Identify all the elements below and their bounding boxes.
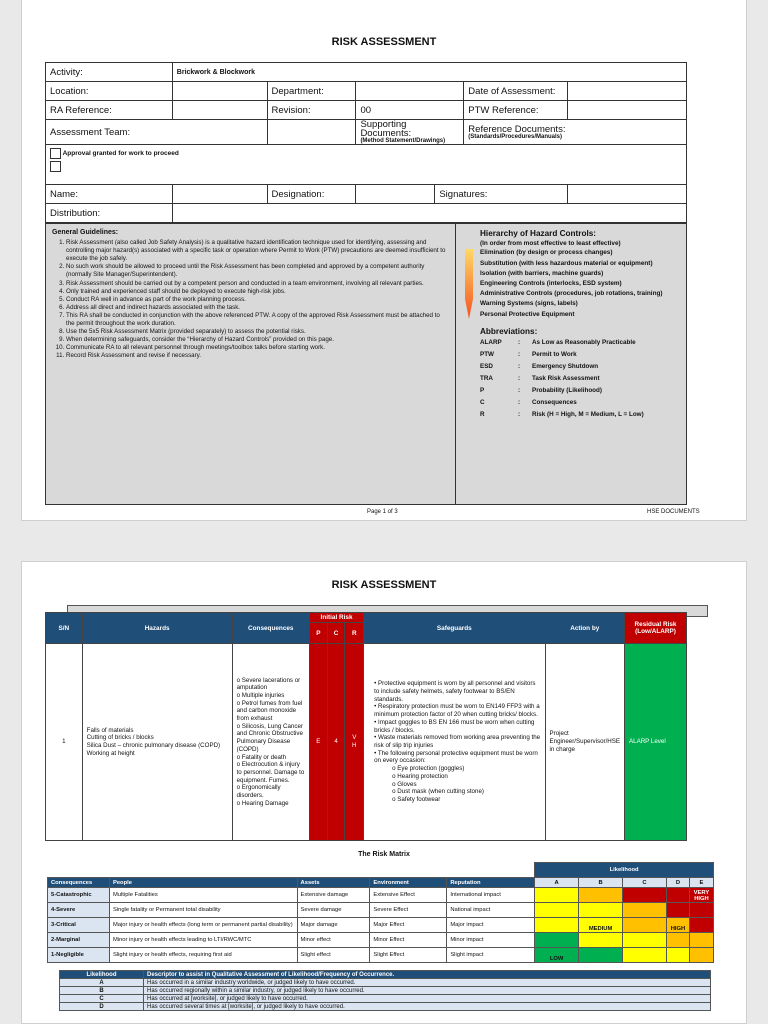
consequence-level: 4-Severe xyxy=(48,903,110,918)
risk-table xyxy=(45,612,687,841)
down-arrow-icon xyxy=(464,249,474,319)
consequence-item: o Severe lacerations or amputation xyxy=(237,677,305,692)
risk-cell xyxy=(666,948,689,963)
likelihood-col: E xyxy=(689,878,713,888)
matrix-cell: Extensive Effect xyxy=(370,888,447,903)
matrix-header-cell: Reputation xyxy=(447,878,535,888)
department-label: Department: xyxy=(267,82,356,101)
signatures-field[interactable] xyxy=(568,185,687,204)
hierarchy-item: Warning Systems (signs, labels) xyxy=(480,300,578,308)
col-c: C xyxy=(327,623,345,644)
risk-cell xyxy=(689,933,713,948)
matrix-cell: Major injury or health effects (long term or permanent partial disability) xyxy=(109,918,297,933)
approval-label: Approval granted for work to proceed xyxy=(62,150,179,158)
consequence-level: 2-Marginal xyxy=(48,933,110,948)
risk-r: V H xyxy=(345,644,364,841)
col-consequences: Consequences xyxy=(232,613,309,644)
guideline-item: 3. Risk Assessment should be carried out by a competent person and conducted in a team environment, involving all relevant parties. xyxy=(66,280,449,288)
risk-cell xyxy=(623,948,667,963)
ra-ref-field[interactable] xyxy=(172,101,267,120)
page-title: RISK ASSESSMENT xyxy=(331,36,437,48)
hazard-item: Cutting of bricks / blocks xyxy=(86,734,154,742)
abbreviation-row xyxy=(480,385,680,397)
descriptor-likelihood: C xyxy=(60,995,144,1003)
consequence-item: o Ergonomically disorders. xyxy=(237,784,305,799)
risk-cell xyxy=(623,933,667,948)
abbreviation-colon: : xyxy=(518,374,521,382)
col-r: R xyxy=(345,623,364,644)
risk-cell xyxy=(689,903,713,918)
descriptor-row xyxy=(60,987,711,995)
abbreviation-colon: : xyxy=(518,386,521,394)
team-label: Assessment Team: xyxy=(46,120,268,145)
abbreviation-key: ALARP xyxy=(480,338,502,346)
safeguard-item: • Respiratory protection must be worn to EN149 FFP3 with a minimum protection factor of 20 when cutting bricks/ blocks. xyxy=(374,703,540,718)
matrix-cell: Severe Effect xyxy=(370,903,447,918)
guideline-item: 4. Only trained and experienced staff should be deployed to execute high-risk jobs. xyxy=(66,288,449,296)
action-by: Project Engineer/Supervisor/HSE in charge xyxy=(545,644,625,841)
guideline-item: 6. Address all direct and indirect hazards associated with the task. xyxy=(66,304,449,312)
risk-cell xyxy=(666,903,689,918)
guideline-item: 9. When determining safeguards, consider the “Hierarchy of Hazard Controls” provided on this page. xyxy=(66,336,449,344)
matrix-cell: Major damage xyxy=(297,918,370,933)
consequence-level: 3-Critical xyxy=(48,918,110,933)
matrix-header-cell: Consequences xyxy=(48,878,110,888)
matrix-header-cell: Environment xyxy=(370,878,447,888)
name-label: Name: xyxy=(46,185,173,204)
risk-cell xyxy=(579,948,623,963)
abbreviation-row xyxy=(480,337,680,349)
consequence-item: o Electrocution & injury to personnel. Damage to equipment. Fumes. xyxy=(237,761,305,784)
descriptor-header-likelihood: Likelihood xyxy=(60,971,144,979)
header-form xyxy=(45,62,687,223)
matrix-cell: Severe damage xyxy=(297,903,370,918)
abbreviation-key: ESD xyxy=(480,362,493,370)
col-safeguards: Safeguards xyxy=(364,613,545,644)
abbreviations-list xyxy=(480,337,680,421)
hazard-item: Falls of materials xyxy=(86,726,134,734)
consequence-item: o Silicosis, Lung Cancer and Chronic Obstructive Pulmonary Disease (COPD) xyxy=(237,723,305,754)
descriptor-text: Has occurred at [worksite], or judged likely to have occurred. xyxy=(144,995,711,1003)
abbreviation-value: Task Risk Assessment xyxy=(532,374,600,382)
matrix-cell: Minor impact xyxy=(447,933,535,948)
guidelines-list xyxy=(52,239,449,360)
hierarchy-item: Isolation (with barriers, machine guards) xyxy=(480,269,604,277)
risk-cell xyxy=(666,888,689,903)
activity-value[interactable]: Brickwork & Blockwork xyxy=(172,63,686,82)
abbreviation-value: Permit to Work xyxy=(532,350,577,358)
risk-p: E xyxy=(309,644,327,841)
department-field[interactable] xyxy=(356,82,464,101)
consequence-level: 1-Negligible xyxy=(48,948,110,963)
descriptor-text: Has occurred in a similar industry worldwide, or judged likely to have occurred. xyxy=(144,979,711,987)
matrix-row xyxy=(48,948,714,963)
risk-cell xyxy=(579,888,623,903)
date-label: Date of Assessment: xyxy=(464,82,568,101)
guideline-item: 10. Communicate RA to all relevant personnel through meetings/toolbox talks before starting work. xyxy=(66,344,449,352)
matrix-cell: Minor effect xyxy=(297,933,370,948)
designation-label: Designation: xyxy=(267,185,356,204)
risk-cell: VERY HIGH xyxy=(689,888,713,903)
safeguard-item: • Protective equipment is worn by all personnel and visitors to include safety helmets, safety footwear to BS/EN standards. xyxy=(374,680,540,703)
likelihood-header: Likelihood xyxy=(535,863,714,878)
second-checkbox[interactable] xyxy=(50,161,61,172)
matrix-cell: Major impact xyxy=(447,918,535,933)
date-field[interactable] xyxy=(568,82,687,101)
matrix-cell: Slight Effect xyxy=(370,948,447,963)
safeguard-item: • The following personal protective equipment must be worn on every occasion: xyxy=(374,750,540,765)
descriptor-row xyxy=(60,995,711,1003)
risk-cell xyxy=(535,888,579,903)
abbreviation-key: PTW xyxy=(480,350,494,358)
risk-c: 4 xyxy=(327,644,345,841)
risk-cell xyxy=(623,918,667,933)
guideline-item: 5. Conduct RA well in advance as part of the work planning process. xyxy=(66,296,449,304)
matrix-cell: Minor injury or health effects leading to LTI/RWC/MTC xyxy=(109,933,297,948)
location-label: Location: xyxy=(46,82,173,101)
matrix-row xyxy=(48,933,714,948)
risk-cell: HIGH xyxy=(666,918,689,933)
col-action-by: Action by xyxy=(545,613,625,644)
abbreviation-key: R xyxy=(480,410,485,418)
distribution-label: Distribution: xyxy=(46,204,173,223)
hazards-list xyxy=(87,727,228,758)
abbreviation-key: TRA xyxy=(480,374,493,382)
abbreviation-row xyxy=(480,361,680,373)
consequence-item: o Fatality or death xyxy=(237,754,305,762)
page2-title: RISK ASSESSMENT xyxy=(331,579,437,591)
abbreviation-value: Consequences xyxy=(532,398,577,406)
matrix-header-cell: People xyxy=(109,878,297,888)
hierarchy-title: Hierarchy of Hazard Controls: xyxy=(480,229,597,238)
abbreviation-row xyxy=(480,397,680,409)
abbreviation-row xyxy=(480,349,680,361)
abbreviation-colon: : xyxy=(518,410,521,418)
risk-cell xyxy=(535,918,579,933)
ptw-ref-field[interactable] xyxy=(568,101,687,120)
matrix-cell: Minor Effect xyxy=(370,933,447,948)
col-initial-risk: Initial Risk xyxy=(309,613,363,623)
hierarchy-list xyxy=(480,248,680,319)
ppe-item: o Dust mask (when cutting stone) xyxy=(392,788,540,796)
risk-cell xyxy=(535,933,579,948)
risk-matrix xyxy=(47,862,714,963)
matrix-cell: Major Effect xyxy=(370,918,447,933)
likelihood-col: A xyxy=(535,878,579,888)
hazard-item: Working at height xyxy=(86,749,135,757)
revision-label: Revision: xyxy=(267,101,356,120)
hierarchy-item: Personal Protective Equipment xyxy=(480,310,575,318)
designation-field[interactable] xyxy=(356,185,435,204)
reference-docs-sub: (Standards/Procedures/Manuals) xyxy=(468,133,562,140)
matrix-cell: Slight impact xyxy=(447,948,535,963)
hierarchy-subtitle: (In order from most effective to least effective) xyxy=(480,239,621,247)
location-field[interactable] xyxy=(172,82,267,101)
risk-cell xyxy=(623,888,667,903)
name-field[interactable] xyxy=(172,185,267,204)
descriptor-likelihood: D xyxy=(60,1003,144,1011)
matrix-header-row xyxy=(48,878,714,888)
risk-cell xyxy=(579,903,623,918)
footer-brand: HSE DOCUMENTS xyxy=(647,509,700,515)
guideline-item: 1. Risk Assessment (also called Job Safety Analysis) is a qualitative hazard identification technique used for identifying, assessing and controlling major hazard(s) associated with a specific task or operation where Permit to Work (PTW) precautions are deemed insufficient to execute the job safely. xyxy=(66,239,449,263)
matrix-cell: Slight effect xyxy=(297,948,370,963)
matrix-cell: Extensive damage xyxy=(297,888,370,903)
consequences-list xyxy=(237,677,305,808)
abbreviation-row xyxy=(480,373,680,385)
team-field[interactable] xyxy=(267,120,356,145)
abbreviation-value: Emergency Shutdown xyxy=(532,362,599,370)
matrix-row xyxy=(48,903,714,918)
descriptor-row xyxy=(60,979,711,987)
abbreviation-colon: : xyxy=(518,338,521,346)
ra-ref-label: RA Reference: xyxy=(46,101,173,120)
risk-cell xyxy=(579,933,623,948)
matrix-row xyxy=(48,918,714,933)
hierarchy-item: Administrative Controls (procedures, job rotations, training) xyxy=(480,290,663,298)
abbreviation-key: C xyxy=(480,398,485,406)
descriptor-header-text: Descriptor to assist in Qualitative Assessment of Likelihood/Frequency of Occurrence. xyxy=(144,971,711,979)
table-row xyxy=(46,644,687,841)
reference-docs-label: Reference Documents: xyxy=(468,123,566,135)
descriptor-likelihood: B xyxy=(60,987,144,995)
descriptor-likelihood: A xyxy=(60,979,144,987)
abbreviation-value: As Low as Reasonably Practicable xyxy=(532,338,636,346)
supporting-docs-label: Supporting Documents: xyxy=(360,119,412,139)
consequence-item: o Petrol fumes from fuel and carbon monoxide from exhaust xyxy=(237,700,305,723)
risk-cell xyxy=(535,903,579,918)
ppe-list xyxy=(374,765,540,804)
consequence-level: 5-Catastrophic xyxy=(48,888,110,903)
risk-cell xyxy=(623,903,667,918)
hierarchy-item: Engineering Controls (interlocks, ESD system) xyxy=(480,280,622,288)
ppe-item: o Safety footwear xyxy=(392,796,540,804)
abbreviations-title: Abbreviations: xyxy=(480,326,538,336)
guideline-item: 8. Use the 5x5 Risk Assessment Matrix (provided separately) to assess the potential risks. xyxy=(66,328,449,336)
hierarchy-item: Substitution (with less hazardous material or equipment) xyxy=(480,259,653,267)
distribution-field[interactable] xyxy=(172,204,686,223)
row-sn: 1 xyxy=(46,644,83,841)
matrix-cell: Multiple Fatalities xyxy=(109,888,297,903)
likelihood-col: D xyxy=(666,878,689,888)
abbreviation-row xyxy=(480,409,680,421)
hazard-item: Silica Dust – chronic pulmonary disease (COPD) xyxy=(86,742,221,749)
matrix-row xyxy=(48,888,714,903)
guideline-item: 7. This RA shall be conducted in conjunction with the above referenced PTW. A copy of the approved Risk Assessment must be attached to the permit throughout the work duration. xyxy=(66,312,449,328)
revision-value[interactable]: 00 xyxy=(356,101,464,120)
abbreviation-colon: : xyxy=(518,398,521,406)
matrix-title: The Risk Matrix xyxy=(358,851,410,858)
abbreviation-value: Probability (Likelihood) xyxy=(532,386,602,394)
ppe-item: o Eye protection (goggles) xyxy=(392,765,540,773)
likelihood-col: B xyxy=(579,878,623,888)
signatures-label: Signatures: xyxy=(435,185,568,204)
matrix-cell: National impact xyxy=(447,903,535,918)
abbreviation-colon: : xyxy=(518,350,521,358)
guideline-item: 11. Record Risk Assessment and revise if necessary. xyxy=(66,352,449,360)
supporting-docs-sub: (Method Statement/Drawings) xyxy=(360,138,446,144)
approval-checkbox[interactable] xyxy=(50,148,61,159)
ppe-item: o Gloves xyxy=(392,781,540,789)
consequence-item: o Multiple injuries xyxy=(237,692,305,700)
matrix-cell: International impact xyxy=(447,888,535,903)
page-number: Page 1 of 3 xyxy=(367,509,398,515)
likelihood-col: C xyxy=(623,878,667,888)
guidelines-panel xyxy=(45,223,687,505)
residual-risk: ALARP Level xyxy=(625,644,687,841)
guideline-item: 2. No such work should be allowed to proceed until the Risk Assessment has been completed and approved by a competent authority (normally Site Manager/Superintendent). xyxy=(66,263,449,279)
abbreviation-value: Risk (H = High, M = Medium, L = Low) xyxy=(532,410,644,418)
safeguard-item: • Impact goggles to BS EN 166 must be worn when cutting bricks / blocks. xyxy=(374,719,540,734)
risk-cell xyxy=(666,933,689,948)
likelihood-descriptor-table xyxy=(59,970,711,1011)
ppe-item: o Hearing protection xyxy=(392,773,540,781)
descriptor-text: Has occurred regionally within a similar industry, or judged likely to have occurred. xyxy=(144,987,711,995)
consequence-item: o Hearing Damage xyxy=(237,800,305,808)
col-residual: Residual Risk (Low/ALARP) xyxy=(625,613,687,644)
matrix-cell: Single fatality or Permanent total disability xyxy=(109,903,297,918)
guidelines-title: General Guidelines: xyxy=(52,229,119,236)
activity-label: Activity: xyxy=(46,63,173,82)
col-p: P xyxy=(309,623,327,644)
safeguards-list xyxy=(374,680,540,765)
risk-cell: LOW xyxy=(535,948,579,963)
matrix-header-cell: Assets xyxy=(297,878,370,888)
descriptor-text: Has occurred several times at [worksite], or judged likely to have occurred. xyxy=(144,1003,711,1011)
abbreviation-key: P xyxy=(480,386,485,394)
matrix-cell: Slight injury or health effects, requiring first aid xyxy=(109,948,297,963)
col-hazards: Hazards xyxy=(82,613,232,644)
safeguard-item: • Waste materials removed from working area preventing the risk of slip trip injuries xyxy=(374,734,540,749)
abbreviation-colon: : xyxy=(518,362,521,370)
ptw-ref-label: PTW Reference: xyxy=(464,101,568,120)
risk-cell: MEDIUM xyxy=(579,918,623,933)
descriptor-header-row xyxy=(60,971,711,979)
descriptor-row xyxy=(60,1003,711,1011)
risk-cell xyxy=(689,948,713,963)
hierarchy-item: Elimination (by design or process changes) xyxy=(480,249,613,257)
col-sn: S/N xyxy=(46,613,83,644)
risk-cell xyxy=(689,918,713,933)
